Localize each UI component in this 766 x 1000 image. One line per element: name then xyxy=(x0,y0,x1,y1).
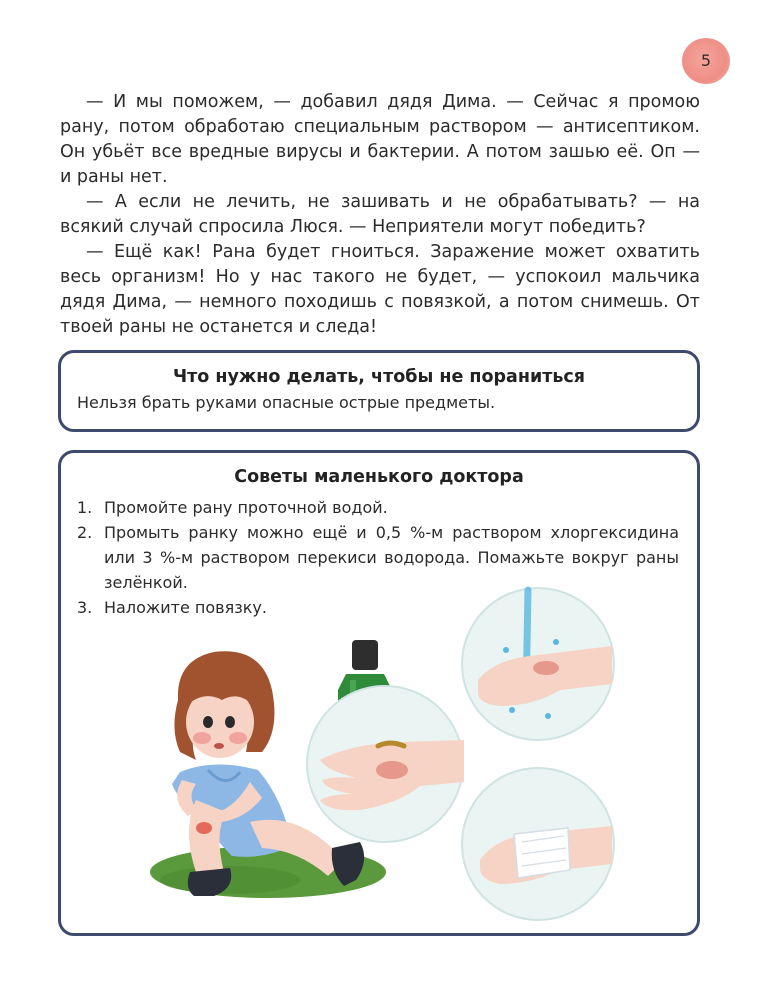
tips-box-title: Советы маленького доктора xyxy=(234,467,524,487)
bandage xyxy=(514,828,570,878)
story-paragraph: — А если не лечить, не зашивать и не обрабатывать? — на всякий случай спросила Люся. — Неприятели могут победить? xyxy=(60,192,700,237)
circle-bandage xyxy=(462,768,614,920)
tip-text: Наложите повязку. xyxy=(104,598,267,617)
bottle-cap xyxy=(352,640,378,670)
tip-number: 3. xyxy=(77,598,93,617)
story-paragraph: — И мы поможем, — добавил дядя Дима. — Сейчас я промою рану, потом обработаю специальным раствором — антисептиком. Он убьёт все вредные вирусы и бактерии. А потом зашью её. Оп — и раны нет. xyxy=(60,92,700,187)
tip-text: Промыть ранку можно ещё и 0,5 %-м раствором хлоргексидина или 3 %-м раствором перекиси водорода. Помажьте вокруг раны зелёнкой. xyxy=(104,523,679,592)
wound xyxy=(376,761,408,779)
circle-antiseptic xyxy=(307,686,464,842)
safety-box-text: Нельзя брать руками опасные острые предметы. xyxy=(77,393,496,412)
tip-number: 1. xyxy=(77,498,93,517)
page-number-badge: 5 xyxy=(682,38,730,84)
knee-wound xyxy=(196,822,212,834)
tip-number: 2. xyxy=(77,523,93,542)
story-paragraph: — Ещё как! Рана будет гноиться. Заражение может охватить весь организм! Но у нас такого не будет, — успокоил мальчика дядя Дима, — немного походишь с повязкой, а потом снимешь. От твоей раны не останется и следа! xyxy=(60,242,700,337)
circle-washing xyxy=(462,588,614,740)
tip-text: Промойте рану проточной водой. xyxy=(104,498,388,517)
safety-box-title: Что нужно делать, чтобы не пораниться xyxy=(172,367,586,387)
